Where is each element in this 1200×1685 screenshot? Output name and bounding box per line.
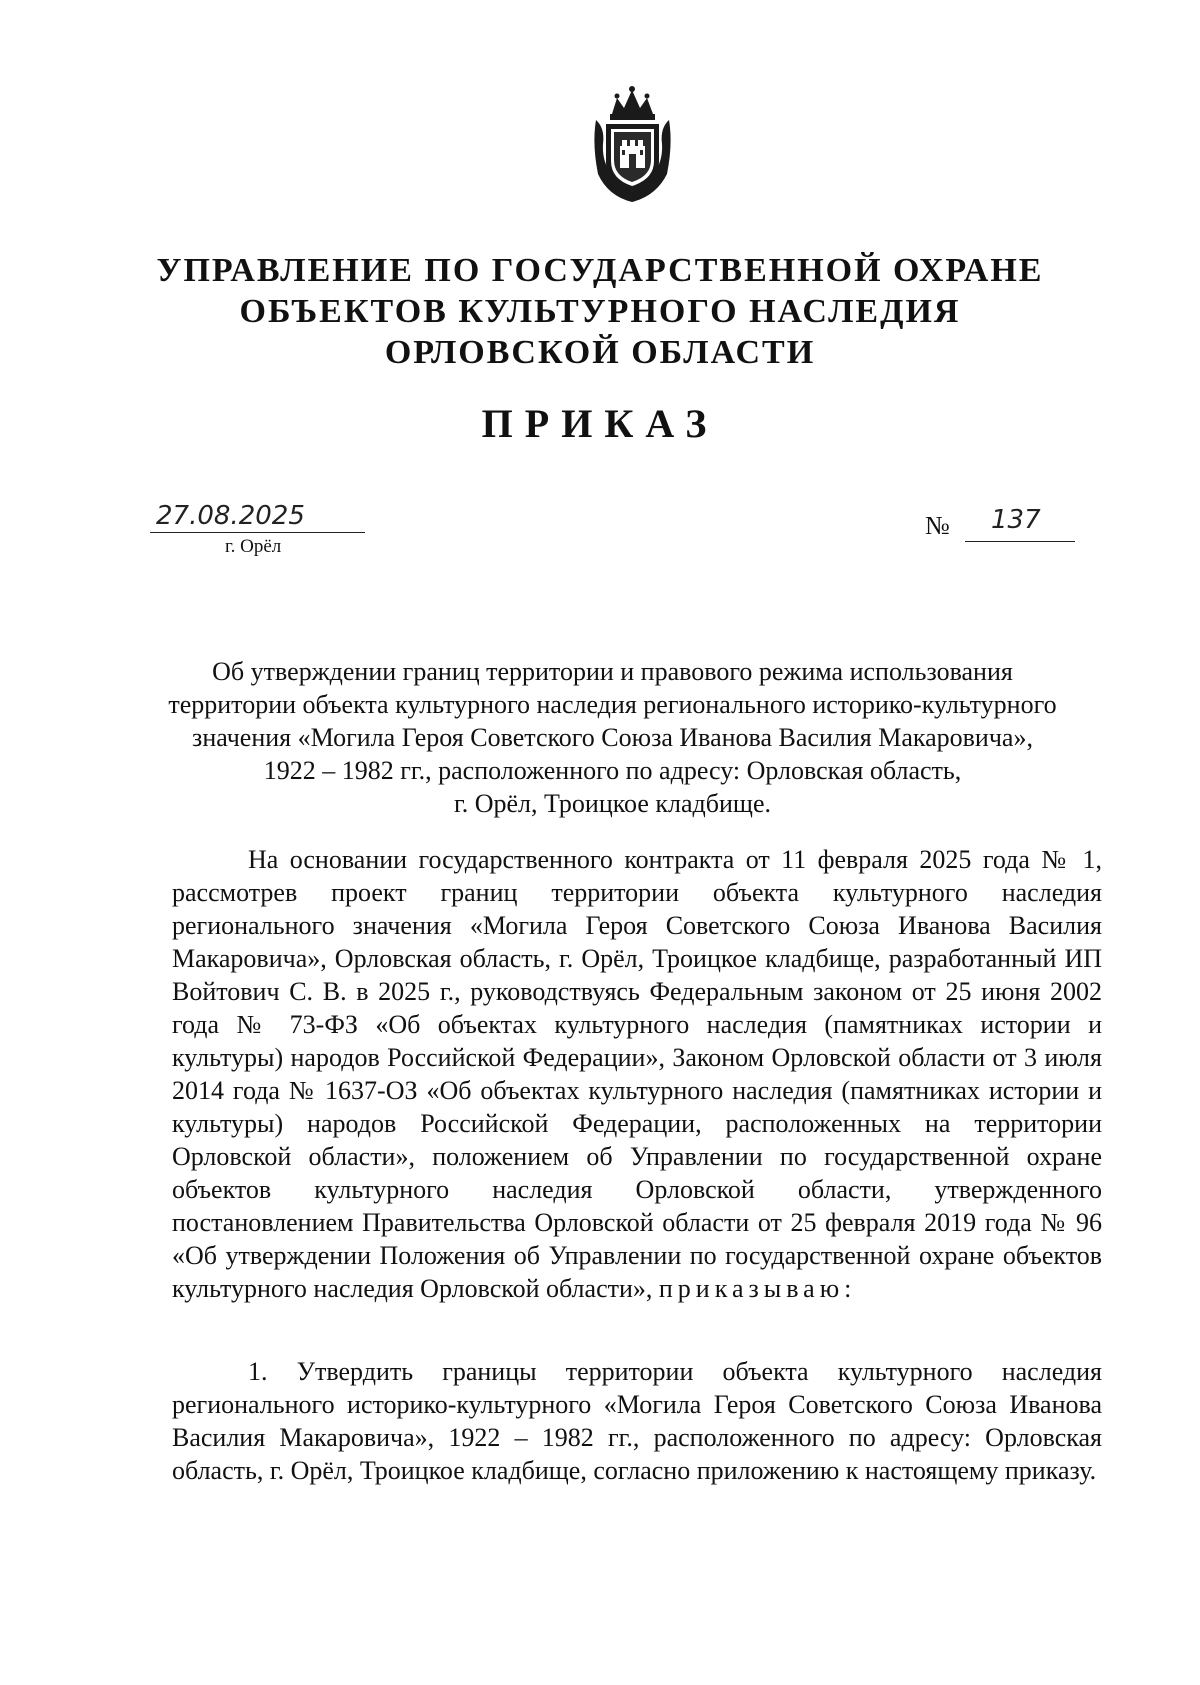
order-word: приказываю: — [658, 1274, 857, 1303]
date-underline — [150, 532, 365, 533]
subject-line-2: территории объекта культурного наследия регионального историко-культурного — [168, 690, 1057, 719]
handwritten-date: 27.08.2025 — [156, 501, 305, 531]
agency-line-2: ОБЪЕКТОВ КУЛЬТУРНОГО НАСЛЕДИЯ — [239, 293, 961, 330]
subject-line-4: 1922 – 1982 гг., расположенного по адресу: Орловская область, — [263, 756, 962, 785]
subject-line-1: Об утверждении границ территории и правового режима использования — [212, 657, 1013, 686]
orel-coat-of-arms-icon — [590, 84, 675, 204]
number-underline — [965, 541, 1075, 542]
handwritten-number: 137 — [991, 505, 1041, 535]
agency-line-3: ОРЛОВСКОЙ ОБЛАСТИ — [384, 334, 816, 371]
document-type-title: ПРИКАЗ — [481, 401, 719, 446]
city-label: г. Орёл — [225, 536, 282, 557]
order-item-1: 1. Утвердить границы территории объекта культурного наследия регионального историко-культурного «Могила Героя Советского Союза Иванова Василия Макаровича», 1922 – 1982 гг., расположенного по адресу: Орловская область, г. Орёл, Троицкое кладбище, согласно приложению к настоящему приказу. — [172, 1357, 1102, 1485]
number-sign: № — [925, 511, 950, 540]
order-subject — [150, 655, 1075, 820]
order-number-field — [925, 505, 1075, 541]
agency-name — [150, 250, 1050, 373]
subject-line-3: значения «Могила Героя Советского Союза Иванова Василия Макаровича», — [192, 723, 1033, 752]
preamble-text: На основании государственного контракта от 11 февраля 2025 года № 1, рассмотрев проект границ территории объекта культурного наследия регионального значения «Могила Героя Советского Союза Иванова Василия Макаровича», Орловская область, г. Орёл, Троицкое кладбище, разработанный ИП Войтович С. В. в 2025 г., руководствуясь Федеральным законом от 25 июня 2002 года № 73-ФЗ «Об объектах культурного наследия (памятниках истории и культуры) народов Российской Федерации», Законом Орловской области от 3 июля 2014 года № 1637-ОЗ «Об объектах культурного наследия (памятниках истории и культуры) народов Российской Федерации, расположенных на территории Орловской области», положением об Управлении по государственной охране объектов культурного наследия Орловской области, утвержденного постановлением Правительства Орловской области от 25 февраля 2019 года № 96 «Об утверждении Положения об Управлении по государственной охране объектов культурного наследия Орловской области», — [172, 845, 1102, 1303]
subject-line-5: г. Орёл, Троицкое кладбище. — [454, 789, 771, 818]
agency-line-1: УПРАВЛЕНИЕ ПО ГОСУДАРСТВЕННОЙ ОХРАНЕ — [156, 252, 1044, 289]
preamble-paragraph — [172, 843, 1102, 1305]
date-field — [150, 500, 365, 533]
